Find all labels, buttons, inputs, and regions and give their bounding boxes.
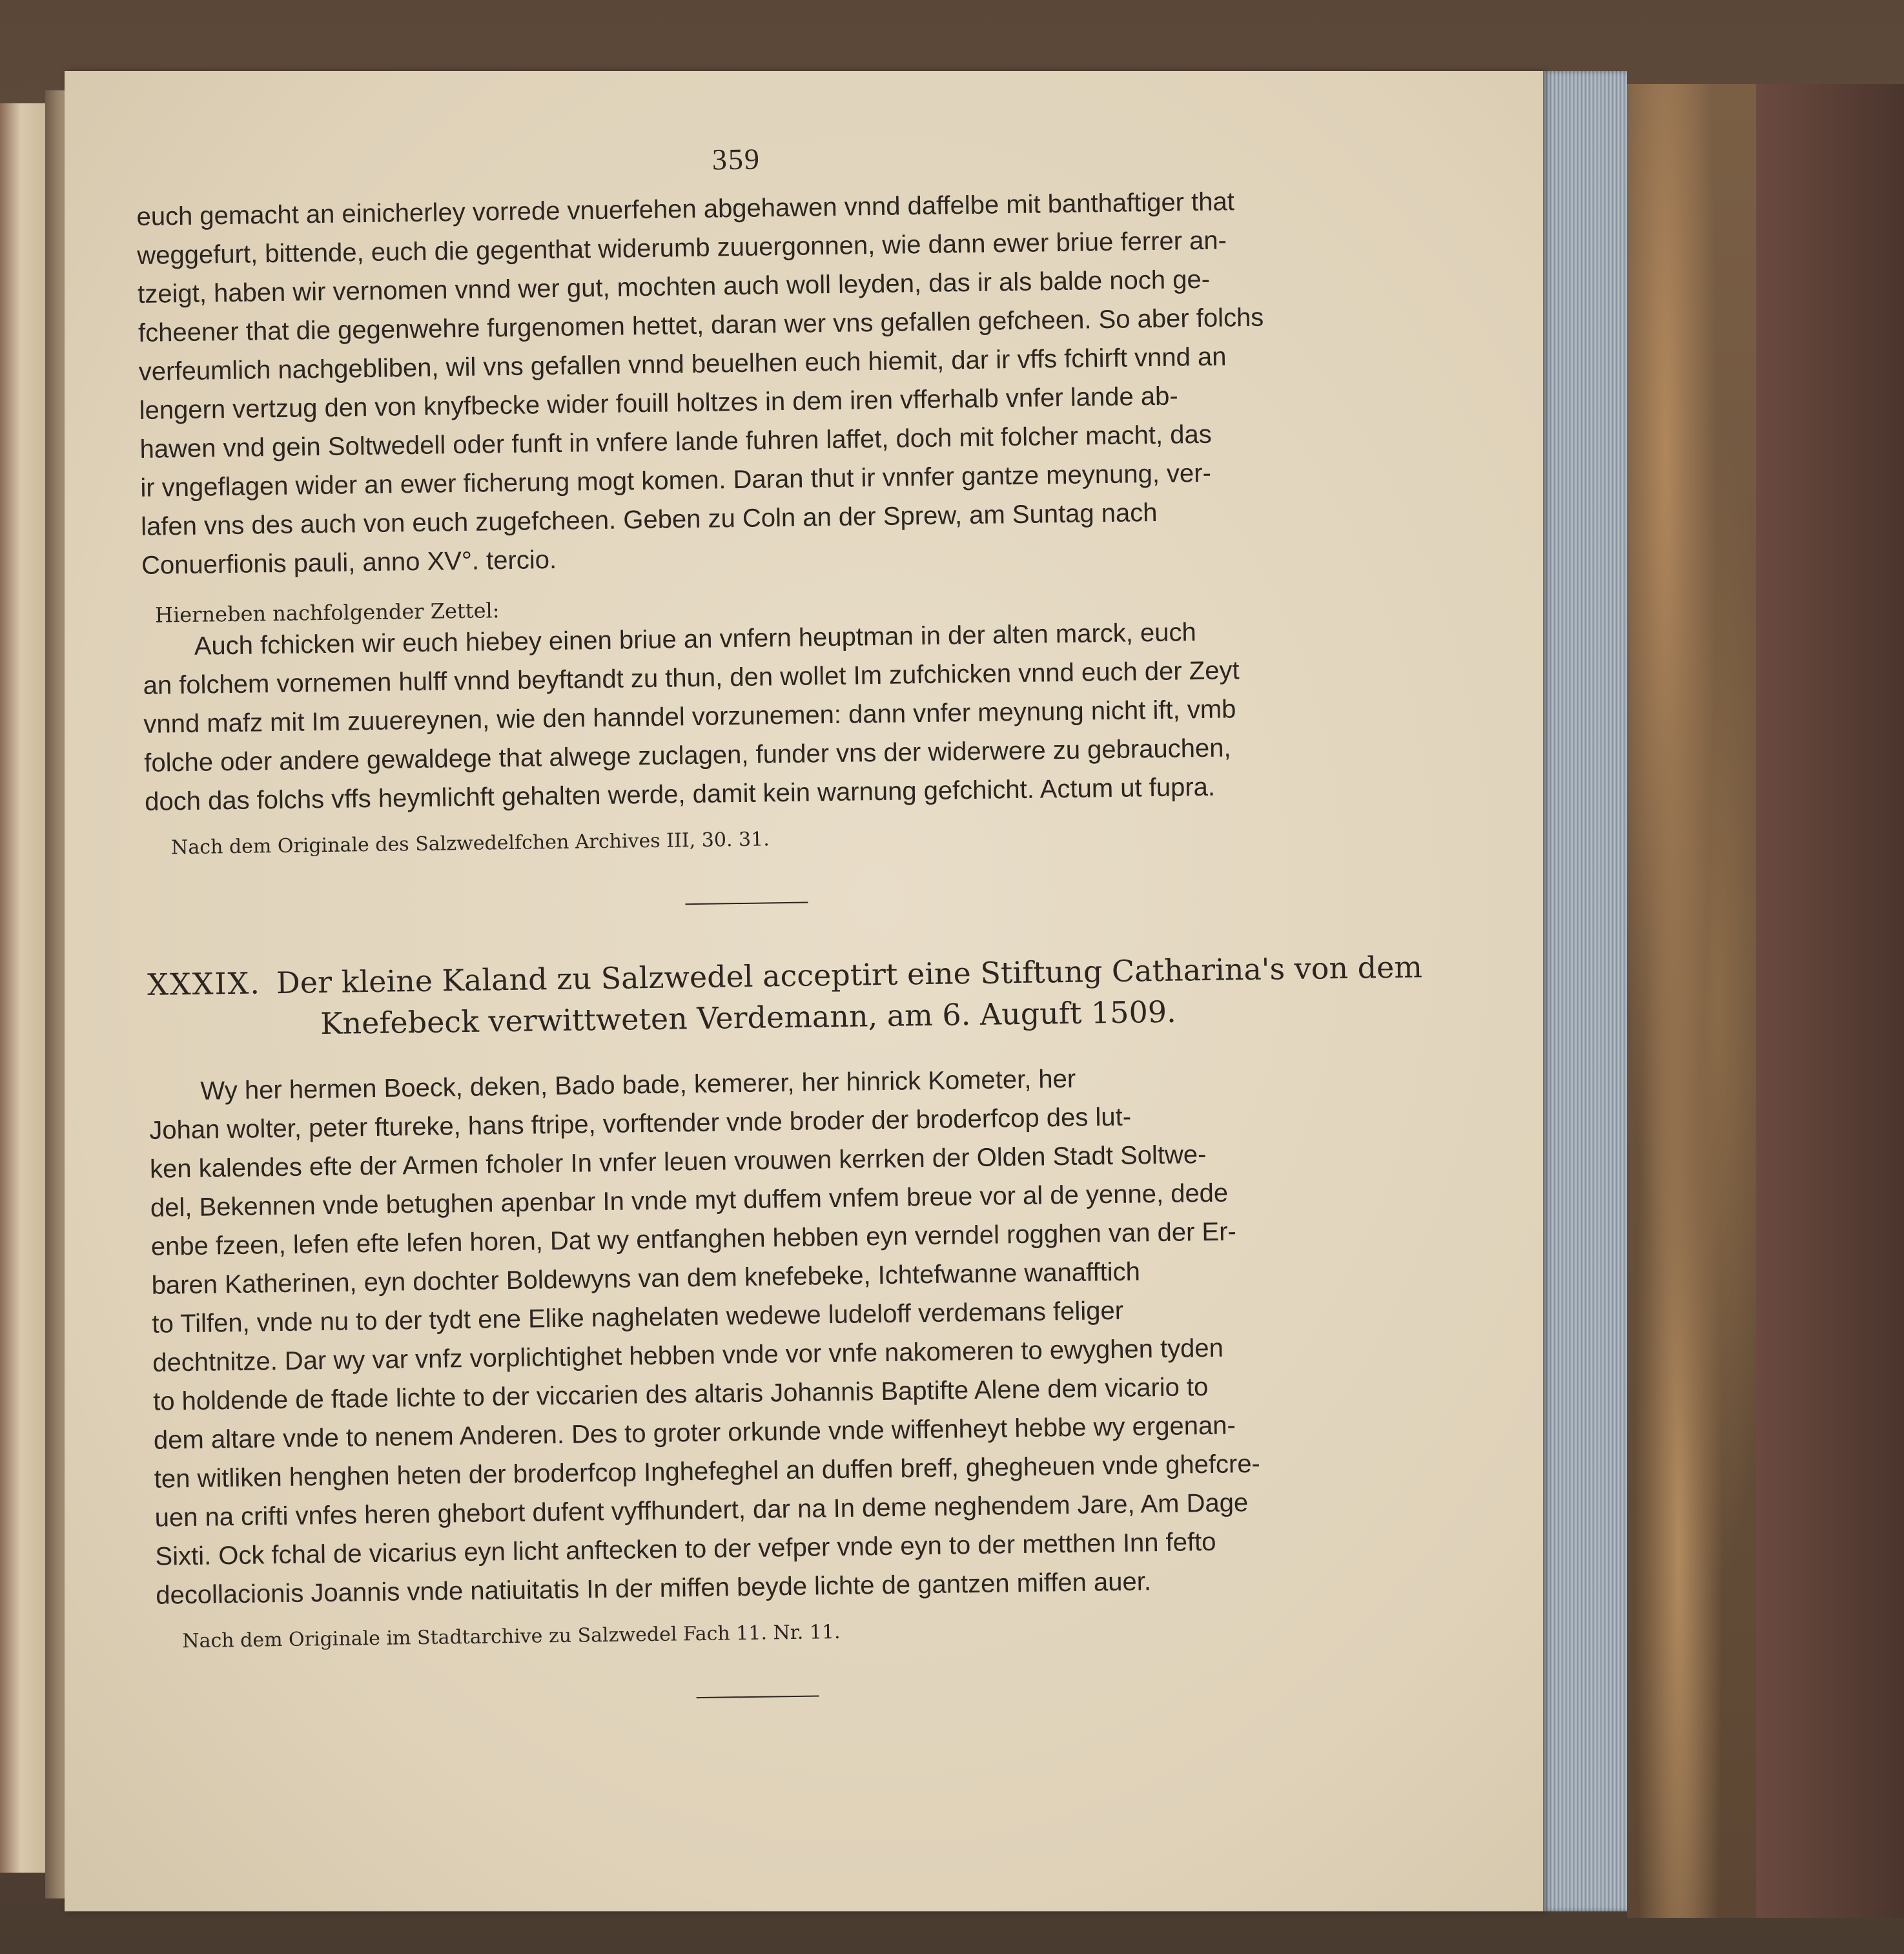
text-line: hawen vnd gein Soltwedell oder funft in vnfere lande fuhren laffet, doch mit folcher macht, das — [139, 420, 1212, 464]
text-line: an folchem vornemen hulff vnnd beyftandt zu thun, den wollet Im zufchicken vnnd euch der Zeyt — [143, 656, 1240, 700]
text-line: lengern vertzug den von knyfbecke wider fouill holtzes in dem iren vfferhalb vnfer lande ab- — [139, 382, 1178, 425]
text-line: to Tilfen, vnde nu to der tydt ene Elike naghelaten wedewe ludeloff verdemans feliger — [152, 1296, 1124, 1339]
document-heading — [147, 947, 1423, 1047]
text-line: ir vngeflagen wider an ewer ficherung mogt komen. Daran thut ir vnnfer gantze meynung, ver- — [140, 458, 1212, 502]
text-line: lafen vns des auch von euch zugefcheen. Geben zu Coln an der Sprew, am Suntag nach — [140, 498, 1158, 541]
text-line: Wy her hermen Boeck, deken, Bado bade, kemerer, her hinrick Kometer, her — [200, 1064, 1076, 1106]
marbled-cover — [1627, 84, 1756, 1918]
text-line: tzeigt, haben wir vernomen vnnd wer gut, mochten auch woll leyden, das ir als balde noch ge- — [137, 265, 1211, 309]
text-line: Auch fchicken wir euch hiebey einen briue an vnfern heuptman in der alten marck, euch — [194, 618, 1196, 661]
text-line: verfeumlich nachgebliben, wil vns gefallen vnnd beuelhen euch hiemit, dar ir vffs fchirft vnnd an — [138, 342, 1227, 386]
text-line: dem altare vnde to nenem Anderen. Des to groter orkunde vnde wiffenheyt hebbe wy ergenan- — [153, 1411, 1236, 1455]
zettel-heading: Hierneben nachfolgender Zettel: — [154, 598, 500, 628]
heading-title-part-2: Knefebeck verwittweten Verdemann, am 6. Auguft 1509. — [320, 994, 1177, 1042]
text-line: baren Katherinen, eyn dochter Boldewyns van dem knefebeke, Ichtefwanne wanafftich — [151, 1257, 1141, 1300]
zettel-paragraph — [142, 611, 1346, 821]
heading-title-part-1: Der kleine Kaland zu Salzwedel acceptirt eine Stiftung Catharina's von dem — [276, 949, 1423, 1001]
text-line: ken kalendes efte der Armen fcholer In vnfer leuen vrouwen kerrken der Olden Stadt Soltwe- — [149, 1140, 1207, 1184]
page-number: 359 — [711, 142, 761, 176]
text-line: weggefurt, bittende, euch die gegenthat widerumb zuuergonnen, wie dann ewer briue ferrer an- — [137, 226, 1227, 270]
text-line: del, Bekennen vnde betughen apenbar In vnde myt duffem vnfem breue vor al de yenne, dede — [150, 1178, 1229, 1222]
text-line: decollacionis Joannis vnde natiuitatis In der miffen beyde lichte de gantzen miffen auer. — [156, 1567, 1152, 1610]
section-divider — [697, 1695, 819, 1698]
text-line: folche oder andere gewaldege that alwege zuclagen, funder vns der widerwere zu gebrauchen, — [144, 734, 1231, 777]
text-line: ten witliken henghen heten der broderfcop Inghefeghel an duffen breff, ghegheuen vnde ghefcre- — [154, 1449, 1261, 1494]
page-edge-stack — [1543, 71, 1627, 1911]
text-line: fcheener that die gegenwehre furgenomen hettet, daran wer vns gefallen gefcheen. So aber folchs — [138, 303, 1264, 347]
text-line: Johan wolter, peter ftureke, hans ftripe, vorftender vnde broder der broderfcop des lut- — [148, 1102, 1132, 1145]
charter-paragraph — [148, 1056, 1357, 1615]
page-content — [136, 134, 1423, 1758]
source-note: Nach dem Originale im Stadtarchive zu Salzwedel Fach 11. Nr. 11. — [182, 1620, 841, 1653]
text-line: enbe fzeen, lefen efte lefen horen, Dat wy entfanghen hebben eyn verndel rogghen van der Er- — [150, 1217, 1237, 1261]
text-line: to holdende de ftade lichte to der viccarien des altaris Johannis Baptifte Alene dem vicario to — [152, 1372, 1209, 1416]
text-line: Sixti. Ock fchal de vicarius eyn licht anftecken to der vefper vnde eyn to der metthen Inn fefto — [155, 1527, 1216, 1571]
text-line: euch gemacht an einicherley vorrede vnuerfehen abgehawen vnnd daffelbe mit banthaftiger that — [136, 187, 1235, 231]
text-line: uen na crifti vnfes heren ghebort dufent vyffhundert, dar na In deme neghendem Jare, Am Dage — [154, 1488, 1249, 1532]
text-line: dechtnitze. Dar wy var vnfz vorplichtighet hebben vnde vor vnfe nakomeren to ewyghen tyden — [152, 1333, 1224, 1377]
text-line: Conuerfionis pauli, anno XV°. tercio. — [141, 545, 557, 580]
letter-paragraph — [136, 181, 1342, 585]
source-note: Nach dem Originale des Salzwedelfchen Archives III, 30. 31. — [170, 828, 770, 859]
cover-binding — [1756, 84, 1904, 1918]
section-divider — [685, 902, 808, 905]
document-number: XXXIX. — [147, 965, 261, 1002]
left-page-fragment — [0, 103, 52, 1873]
text-line: vnnd mafz mit Im zuuereynen, wie den hanndel vorzunemen: dann vnfer meynung nicht ift, vmb — [143, 695, 1236, 739]
text-line: doch das folchs vffs heymlichft gehalten werde, damit kein warnung gefchicht. Actum ut fupra. — [144, 772, 1216, 816]
